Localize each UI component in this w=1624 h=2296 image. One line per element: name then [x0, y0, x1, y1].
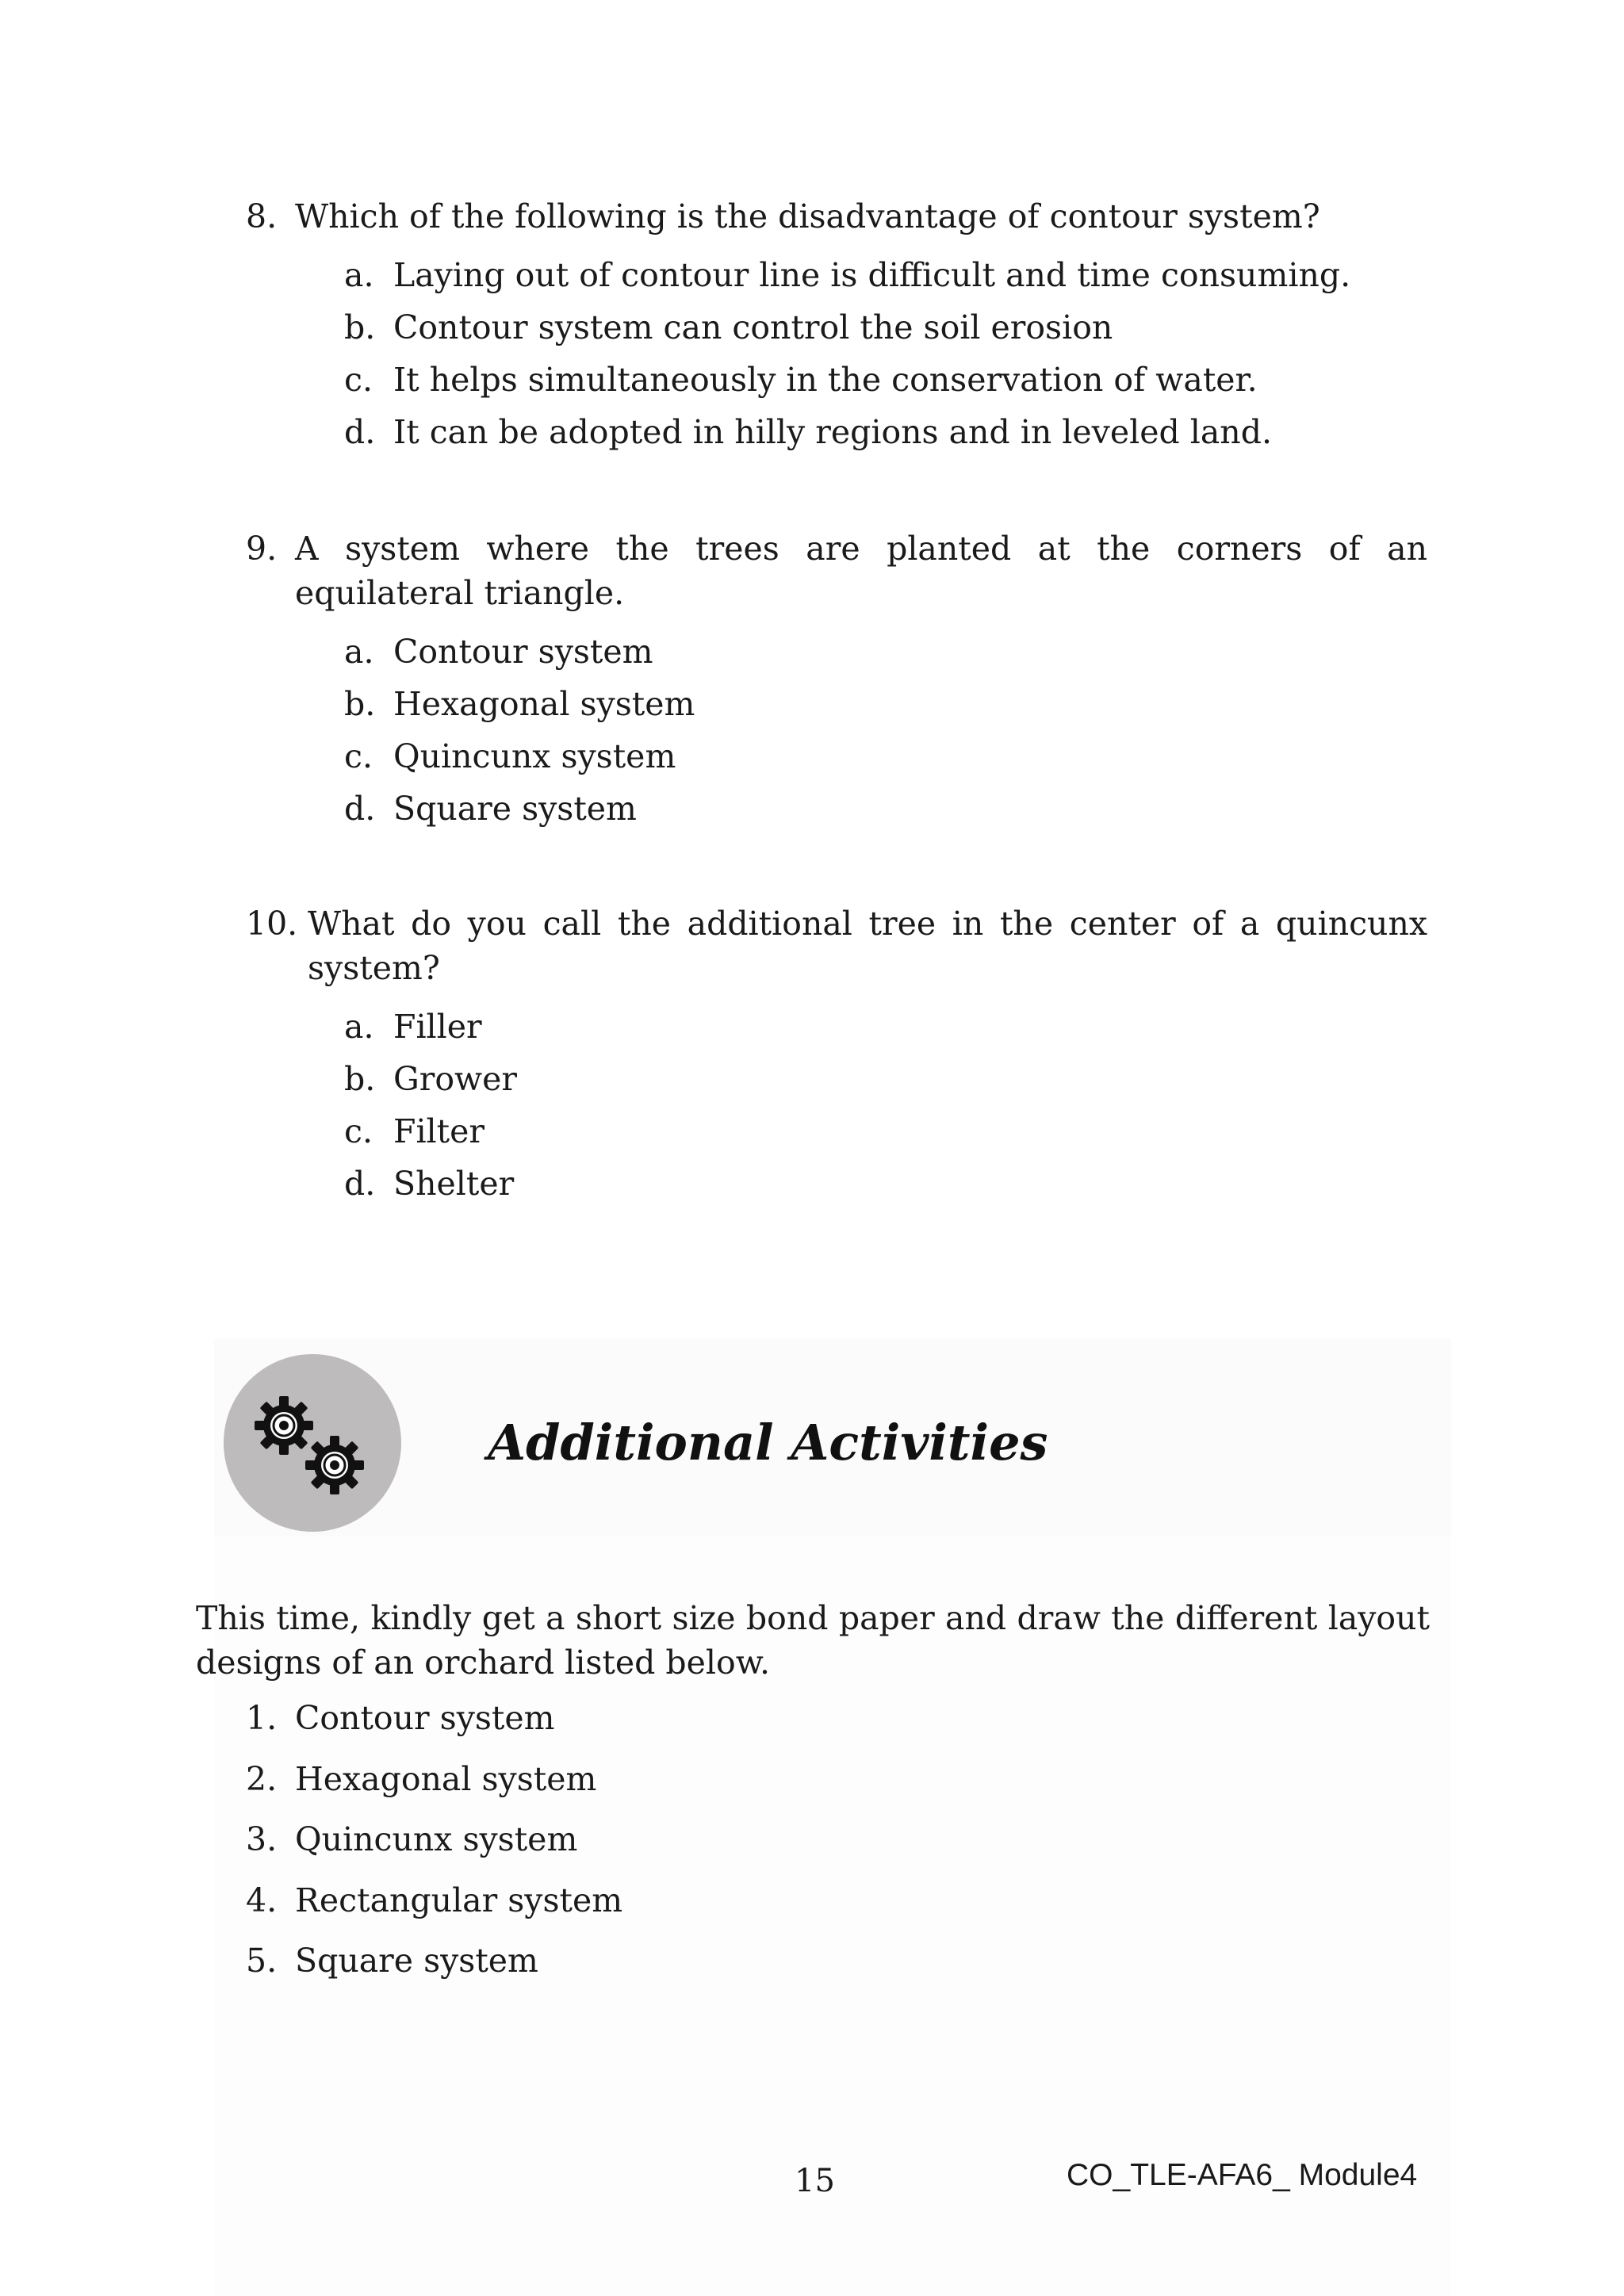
option-text: Filler — [393, 1008, 482, 1046]
option-b — [246, 1057, 1427, 1109]
question-number: 9. — [246, 530, 278, 568]
option-text: Filter — [393, 1112, 485, 1150]
question-10 — [246, 901, 1427, 1214]
option-text: Square system — [393, 790, 637, 828]
option-a — [246, 1004, 1427, 1057]
option-text: Hexagonal system — [393, 685, 695, 723]
list-item — [246, 1760, 959, 1821]
item-number: 1. — [246, 1699, 278, 1737]
option-c — [246, 734, 1427, 786]
page-number: 15 — [795, 2163, 835, 2199]
option-b — [246, 682, 1427, 734]
option-letter: b. — [344, 308, 376, 346]
option-text: Quincunx system — [393, 737, 676, 775]
list-item — [246, 1881, 959, 1942]
list-item — [246, 1699, 959, 1760]
option-letter: c. — [344, 737, 373, 775]
activity-instructions: This time, kindly get a short size bond paper and draw the different layout designs of an orchard listed below. — [196, 1599, 1430, 1682]
question-9 — [246, 526, 1427, 839]
option-letter: b. — [344, 685, 376, 723]
option-text: Contour system — [393, 633, 653, 671]
option-c — [246, 1109, 1427, 1161]
option-letter: b. — [344, 1060, 376, 1098]
item-text: Square system — [295, 1942, 538, 1980]
option-letter: d. — [344, 1165, 376, 1203]
gears-icon-graphic — [224, 1354, 401, 1532]
option-letter: a. — [344, 1008, 374, 1046]
list-item — [246, 1820, 959, 1881]
option-d — [246, 1161, 1427, 1214]
option-list — [246, 253, 1427, 462]
option-b — [246, 305, 1427, 358]
section-title: Additional Activities — [488, 1414, 1048, 1471]
item-number: 4. — [246, 1881, 278, 1919]
question-8 — [246, 194, 1427, 462]
list-item — [246, 1942, 959, 2003]
option-text: Shelter — [393, 1165, 515, 1203]
option-letter: d. — [344, 790, 376, 828]
option-letter: a. — [344, 633, 374, 671]
option-letter: c. — [344, 361, 373, 399]
question-number: 10. — [246, 905, 298, 943]
item-text: Rectangular system — [295, 1881, 623, 1919]
option-a — [246, 629, 1427, 682]
option-letter: c. — [344, 1112, 373, 1150]
item-text: Hexagonal system — [295, 1759, 597, 1798]
gears-icon — [224, 1354, 401, 1532]
option-d — [246, 786, 1427, 839]
module-code: CO_TLE-AFA6_ Module4 — [1067, 2158, 1418, 2192]
activity-list — [246, 1699, 959, 2003]
item-number: 2. — [246, 1759, 278, 1798]
item-number: 3. — [246, 1820, 278, 1858]
option-text: Grower — [393, 1060, 517, 1098]
option-text: Contour system can control the soil erosion — [393, 308, 1113, 346]
option-a — [246, 253, 1427, 305]
option-d — [246, 410, 1427, 462]
option-c — [246, 358, 1427, 410]
option-text: It helps simultaneously in the conservation of water. — [393, 361, 1258, 399]
item-text: Contour system — [295, 1699, 555, 1737]
question-number: 8. — [246, 197, 278, 235]
question-text: Which of the following is the disadvantage of contour system? — [295, 197, 1320, 235]
option-letter: d. — [344, 413, 376, 451]
option-list — [246, 1004, 1427, 1214]
option-list — [246, 629, 1427, 839]
option-letter: a. — [344, 256, 374, 294]
item-text: Quincunx system — [295, 1820, 578, 1858]
item-number: 5. — [246, 1942, 278, 1980]
option-text: Laying out of contour line is difficult and time consuming. — [393, 256, 1351, 294]
question-text: What do you call the additional tree in the center of a quincunx system? — [308, 905, 1427, 987]
option-text: It can be adopted in hilly regions and in leveled land. — [393, 413, 1272, 451]
question-text: A system where the trees are planted at the corners of an equilateral triangle. — [295, 530, 1427, 612]
